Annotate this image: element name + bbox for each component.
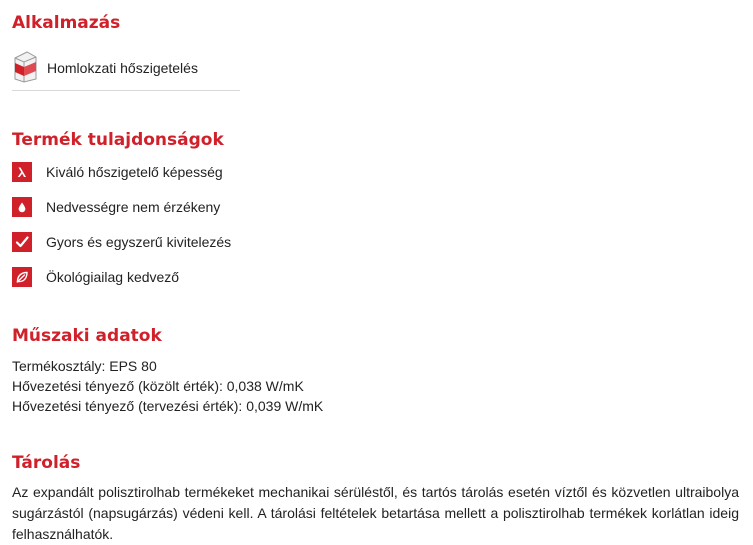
property-label: Gyors és egyszerű kivitelezés (46, 234, 232, 250)
property-label: Ökológiailag kedvező (46, 269, 180, 285)
technical-line-declared-conductivity: Hővezetési tényező (közölt érték): 0,038 W/mK (12, 378, 304, 394)
facade-insulation-icon (12, 49, 38, 83)
application-item (12, 49, 240, 91)
property-label: Nedvességre nem érzékeny (46, 199, 221, 215)
application-heading: Alkalmazás (12, 13, 121, 33)
application-item-label: Homlokzati hőszigetelés (47, 60, 198, 76)
storage-text: Az expandált polisztirolhab termékeket mechanikai sérüléstől, és tartós tárolás esetén víztől és közvetlen ultraibolya sugárzástól (napsugárzás) védeni kell. A tárolási feltételek betartása mellett a polisztirolhab termékek korlátlan ideig felhasználhatók. (12, 484, 739, 542)
storage-heading: Tárolás (12, 453, 81, 473)
lambda-icon (12, 162, 32, 182)
water-drop-icon (12, 197, 32, 217)
checkmark-icon (12, 232, 32, 252)
technical-data-list (12, 356, 323, 416)
technical-heading: Műszaki adatok (12, 326, 162, 346)
leaf-icon (12, 267, 32, 287)
technical-line-product-class: Termékosztály: EPS 80 (12, 358, 157, 374)
technical-line-design-conductivity: Hővezetési tényező (tervezési érték): 0,039 W/mK (12, 398, 324, 414)
property-label: Kiváló hőszigetelő képesség (46, 164, 223, 180)
properties-heading: Termék tulajdonságok (12, 130, 224, 150)
